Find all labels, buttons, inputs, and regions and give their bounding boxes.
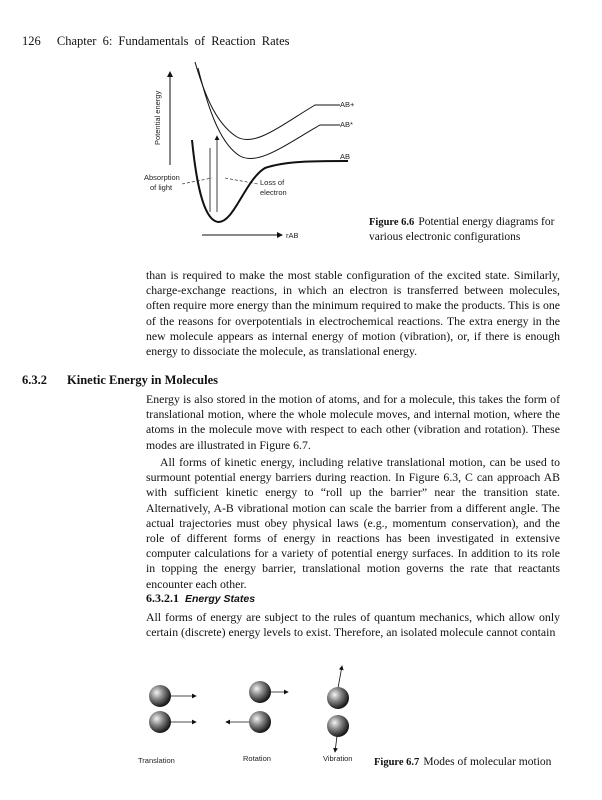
caption-text: Modes of molecular motion <box>423 756 552 768</box>
atom <box>249 681 271 703</box>
figure-6-6-caption <box>369 215 569 245</box>
atom <box>327 687 349 709</box>
figure-6-6-diagram <box>140 60 380 250</box>
atom <box>327 715 349 737</box>
figure-6-7-caption <box>374 756 551 768</box>
rotation-label: Rotation <box>243 754 271 763</box>
paragraph-3: All forms of kinetic energy, including relative translational motion, can be used to surmount potential energy barriers during reaction. In Figure 6.3, C can approach AB with sufficient kinetic energy to “roll up the barrier” near the transition state. Alternatively, A-B vibrational motion can scale the barrier from a different angle. The actual trajectories must obey physical laws (e.g., momentum conservation), and the role of different forms of energy in reactions has been investigated in extensive computer calculations for a variety of potential energy surfaces. In addition to its role in topping the energy barrier, translational motion governs the rate that reactants encounter each other. <box>146 455 560 591</box>
vibration-label: Vibration <box>323 754 353 763</box>
page-number: 126 <box>22 34 41 48</box>
label-ab: AB <box>340 152 351 161</box>
subsection-title: Energy States <box>185 593 256 605</box>
atom <box>149 711 171 733</box>
translation-label: Translation <box>138 756 175 765</box>
loss-label-2: electron <box>260 188 287 197</box>
label-ab-star: AB* <box>340 120 353 129</box>
vibration-molecule <box>327 666 349 752</box>
curve-ab-plus <box>195 62 340 140</box>
figure-6-7-diagram <box>130 662 370 772</box>
loss-label-1: Loss of <box>260 178 285 187</box>
caption-label: Figure 6.6 <box>369 217 415 228</box>
absorption-label-2: of light <box>150 183 173 192</box>
translation-molecule <box>149 685 196 733</box>
caption-text: Potential energy diagrams for various electronic configurations <box>369 216 555 243</box>
rotation-molecule <box>226 681 288 733</box>
running-header <box>22 34 290 49</box>
subsection-heading <box>146 591 255 606</box>
x-axis-label: rAB <box>286 231 299 240</box>
section-number: 6.3.2 <box>22 373 47 387</box>
caption-label: Figure 6.7 <box>374 757 420 768</box>
paragraph-4: All forms of energy are subject to the rules of quantum mechanics, which allow only certain (discrete) energy levels to exist. Therefore, an isolated molecule cannot contain <box>146 610 560 640</box>
label-ab-plus: AB+ <box>340 100 355 109</box>
section-title: Kinetic Energy in Molecules <box>67 373 219 387</box>
paragraph-1: than is required to make the most stable configuration of the excited state. Similarly, charge-exchange reactions, in which an electron is transferred between molecules, often require more energy than the minimum required to make the products. This is one of the reasons for overpotentials in electrochemical reactions. The extra energy in the new molecule appears as internal energy of motion (vibration), or, if there is enough energy to dissociate the molecule, as translational energy. <box>146 268 560 359</box>
absorption-label-1: Absorption <box>144 173 180 182</box>
atom <box>249 711 271 733</box>
y-axis-label: Potential energy <box>153 90 162 145</box>
curve-ab-star <box>198 68 340 159</box>
atom <box>149 685 171 707</box>
chapter-title: Chapter 6: Fundamentals of Reaction Rates <box>56 34 290 48</box>
section-heading <box>22 373 218 388</box>
subsection-number: 6.3.2.1 <box>146 591 179 605</box>
paragraph-2: Energy is also stored in the motion of atoms, and for a molecule, this takes the form of translational motion, where the whole molecule moves, and internal motion, where the atoms in the molecule move with respect to each other (vibration and rotation). These modes are illustrated in Figure 6.7. <box>146 392 560 452</box>
